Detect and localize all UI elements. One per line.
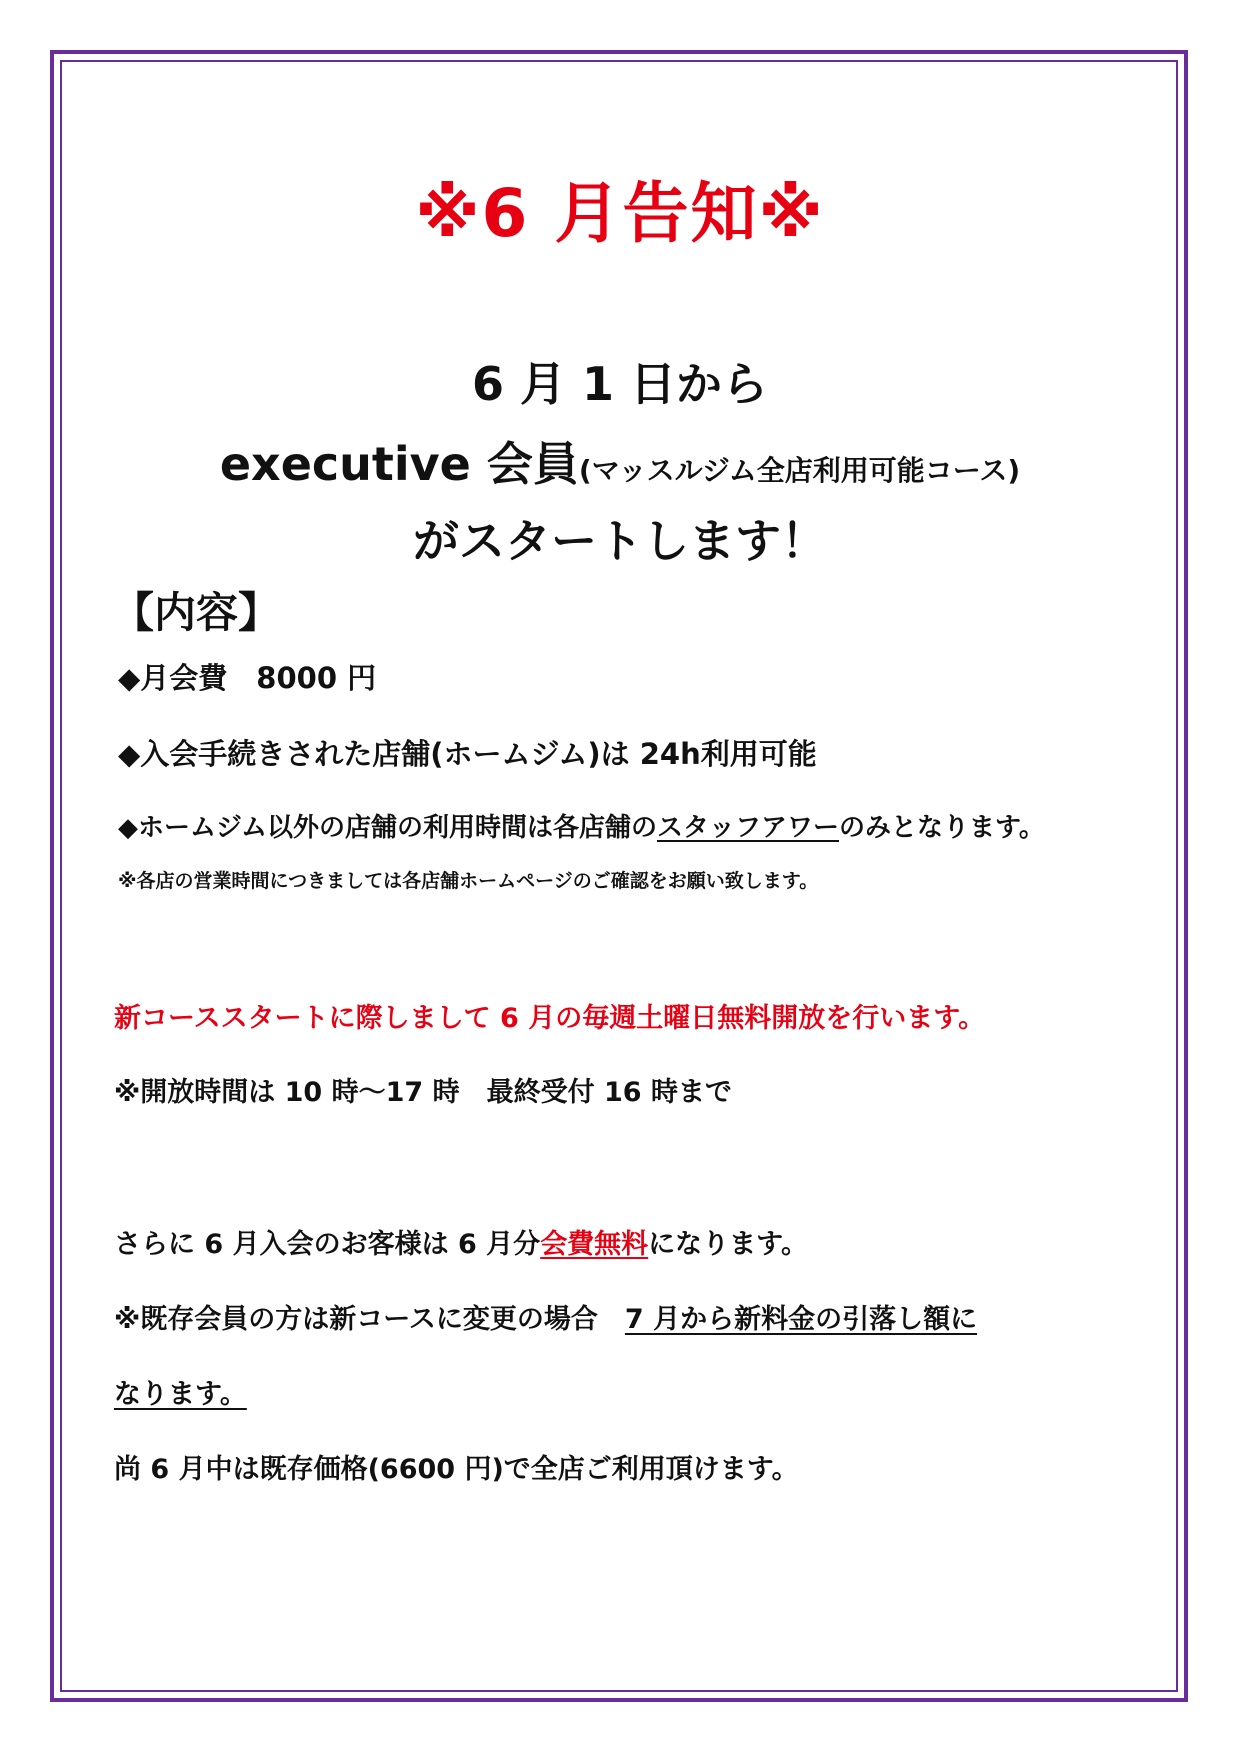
existing-text-underlined: 7 月から新料金の引落し額に — [624, 1304, 978, 1335]
notice-title: ※6 月告知※ — [415, 175, 825, 252]
home-gym-line: ◆入会手続きされた店舗(ホームジム)は 24h利用可能 — [118, 737, 817, 771]
other-stores-text-a: ◆ホームジム以外の店舗の利用時間は各店舗の — [118, 813, 657, 843]
fee-free-text: 会費無料 — [540, 1229, 649, 1260]
join-text-a: さらに 6 月入会のお客様は 6 月分 — [114, 1229, 541, 1260]
other-stores-line — [118, 807, 1045, 844]
headline-start: がスタートします！ — [413, 514, 827, 568]
headline-membership-note: (マッスルジム全店利用可能コース) — [578, 454, 1021, 487]
section-heading: 【内容】 — [112, 588, 281, 637]
headline-start-date: 6 月 1 日から — [471, 357, 769, 411]
existing-text-underlined-2: なります。 — [114, 1379, 247, 1410]
join-campaign-line — [114, 1222, 808, 1261]
staff-hour-text: スタッフアワー — [656, 813, 839, 843]
existing-text-a: ※既存会員の方は新コースに変更の場合 — [114, 1304, 625, 1335]
other-stores-text-b: のみとなります。 — [838, 813, 1045, 843]
hours-note: ※各店の営業時間につきましては各店舗ホームページのご確認をお願い致します。 — [118, 870, 819, 892]
existing-member-line-cont — [114, 1372, 247, 1411]
monthly-fee-line: ◆月会費 8000 円 — [118, 661, 377, 695]
headline-membership-name: executive 会員 — [219, 437, 579, 491]
join-text-b: になります。 — [648, 1229, 809, 1260]
existing-price-line: 尚 6 月中は既存価格(6600 円)で全店ご利用頂けます。 — [114, 1454, 799, 1485]
headline-membership — [0, 428, 1240, 494]
existing-member-line — [114, 1297, 977, 1336]
free-open-line: 新コーススタートに際しまして 6 月の毎週土曜日無料開放を行います。 — [114, 1003, 986, 1034]
open-hours-line: ※開放時間は 10 時～17 時 最終受付 16 時まで — [114, 1077, 732, 1108]
